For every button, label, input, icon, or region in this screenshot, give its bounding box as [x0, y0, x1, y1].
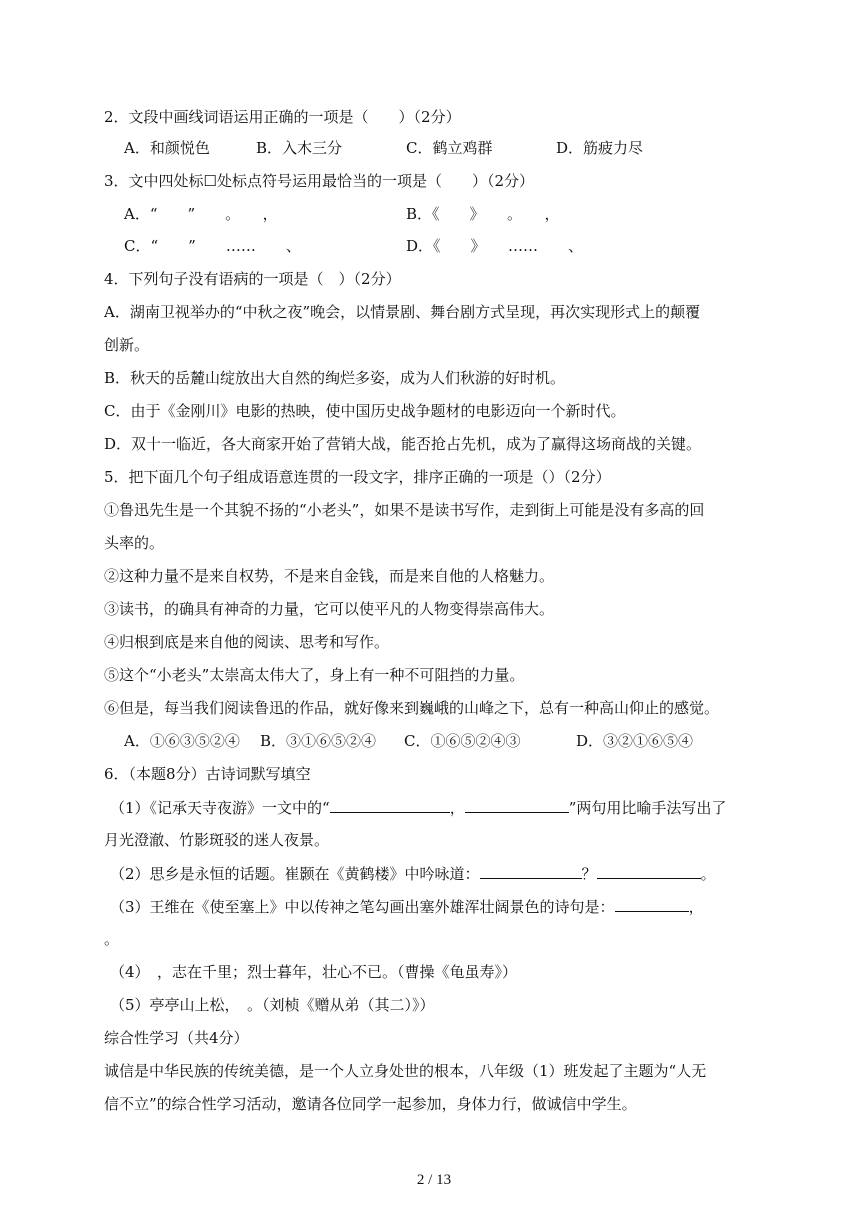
q5-sentence-1: ①鲁迅先生是一个其貌不扬的“小老头”，如果不是读书写作，走到街上可能是没有多高的回	[104, 501, 705, 519]
q6-part1-suffix: ”两句用比喻手法写出了	[568, 799, 727, 817]
q3-option-b: B．《 》 。 ，	[406, 205, 560, 223]
q5-sentence-6: ⑥但是，每当我们阅读鲁迅的作品，就好像来到巍峨的山峰之下，总有一种高山仰止的感觉。	[104, 699, 720, 717]
q4-option-a-cont: 创新。	[104, 336, 150, 354]
q6-part1	[110, 797, 726, 818]
q6-part5: （5）亭亭山上松， 。（刘桢《赠从弟（其二）》）	[110, 996, 435, 1014]
q6-part1-blank-2[interactable]	[465, 797, 569, 813]
q2-option-c: C．鹤立鸡群	[406, 139, 493, 157]
q4-option-c: C．由于《金刚川》电影的热映，使中国历史战争题材的电影迈向一个新时代。	[104, 402, 626, 420]
q6-part3-prefix: （3）王维在《使至塞上》中以传神之笔勾画出塞外雄浑壮阔景色的诗句是：	[110, 898, 615, 916]
q5-sentence-1-cont: 头率的。	[104, 534, 165, 552]
q6-part2-blank-2[interactable]	[597, 863, 701, 879]
page-number: 2 / 13	[416, 1172, 452, 1188]
q5-sentence-4: ④归根到底是来自他的阅读、思考和写作。	[104, 633, 390, 651]
q5-option-c: C．①⑥⑤②④③	[404, 732, 521, 750]
q6-part1-prefix: （1）《记承天寺夜游》一文中的“	[110, 799, 330, 817]
q5-option-d: D．③②①⑥⑤④	[576, 732, 694, 750]
q4-stem: 4．下列句子没有语病的一项是（ ）（2分）	[104, 270, 401, 288]
q6-stem: 6．（本题8分）古诗词默写填空	[104, 765, 311, 783]
q3-option-a: A．“ ” 。 ，	[124, 205, 278, 223]
q2-option-b: B．入木三分	[256, 139, 343, 157]
q2-option-a: A．和颜悦色	[124, 139, 210, 157]
q5-sentence-3: ③读书，的确具有神奇的力量，它可以使平凡的人物变得崇高伟大。	[104, 600, 555, 618]
q4-option-a: A．湖南卫视举办的“中秋之夜”晚会，以情景剧、舞台剧方式呈现，再次实现形式上的颠覆	[104, 303, 701, 321]
q5-sentence-2: ②这种力量不是来自权势，不是来自金钱，而是来自他的人格魅力。	[104, 567, 555, 585]
q6-part4: （4） ，志在千里；烈士暮年，壮心不已。（曹操《龟虽寿》）	[110, 963, 518, 981]
q6-part3-cont: 。	[104, 930, 120, 948]
q3-stem: 3．文中四处标☐处标点符号运用最恰当的一项是（ ）（2分）	[104, 172, 535, 190]
q6-part2-prefix: （2）思乡是永恒的话题。崔颢在《黄鹤楼》中吟咏道：	[110, 865, 480, 883]
q2-stem: 2．文段中画线词语运用正确的一项是（ ）（2分）	[104, 108, 461, 126]
q6-part3	[110, 896, 704, 917]
q6-part2-blank-1[interactable]	[480, 863, 582, 879]
q6-part2-suffix: 。	[700, 865, 716, 883]
q3-option-c: C．“ ” …… 、	[124, 237, 301, 255]
q6-part1-sep: ，	[449, 799, 465, 817]
q6-part3-blank-1[interactable]	[615, 896, 689, 912]
q4-option-b: B．秋天的岳麓山绽放出大自然的绚烂多姿，成为人们秋游的好时机。	[104, 369, 566, 387]
q6-part2	[110, 863, 716, 884]
q5-sentence-5: ⑤这个“小老头”太崇高太伟大了，身上有一种不可阻挡的力量。	[104, 666, 525, 684]
section-intro-line-1: 诚信是中华民族的传统美德，是一个人立身处世的根本，八年级（1）班发起了主题为“人无	[104, 1062, 707, 1080]
q3-option-d: D．《 》 …… 、	[406, 237, 584, 255]
q2-option-d: D．筋疲力尽	[556, 139, 644, 157]
q4-option-d: D．双十一临近，各大商家开始了营销大战，能否抢占先机，成为了赢得这场商战的关键。	[104, 435, 702, 453]
q6-part1-cont: 月光澄澈、竹影斑驳的迷人夜景。	[104, 831, 330, 849]
section-intro-line-2: 信不立”的综合性学习活动，邀请各位同学一起参加，身体力行，做诚信中学生。	[104, 1095, 637, 1113]
q6-part1-blank-1[interactable]	[330, 797, 450, 813]
q5-stem: 5．把下面几个句子组成语意连贯的一段文字，排序正确的一项是（）（2分）	[104, 468, 611, 486]
q6-part3-suffix: ，	[688, 898, 704, 916]
q6-part2-sep: ？	[581, 865, 597, 883]
q5-option-a: A．①⑥③⑤②④	[124, 732, 240, 750]
q5-option-b: B．③①⑥⑤②④	[260, 732, 377, 750]
section-title: 综合性学习（共4分）	[104, 1029, 249, 1047]
